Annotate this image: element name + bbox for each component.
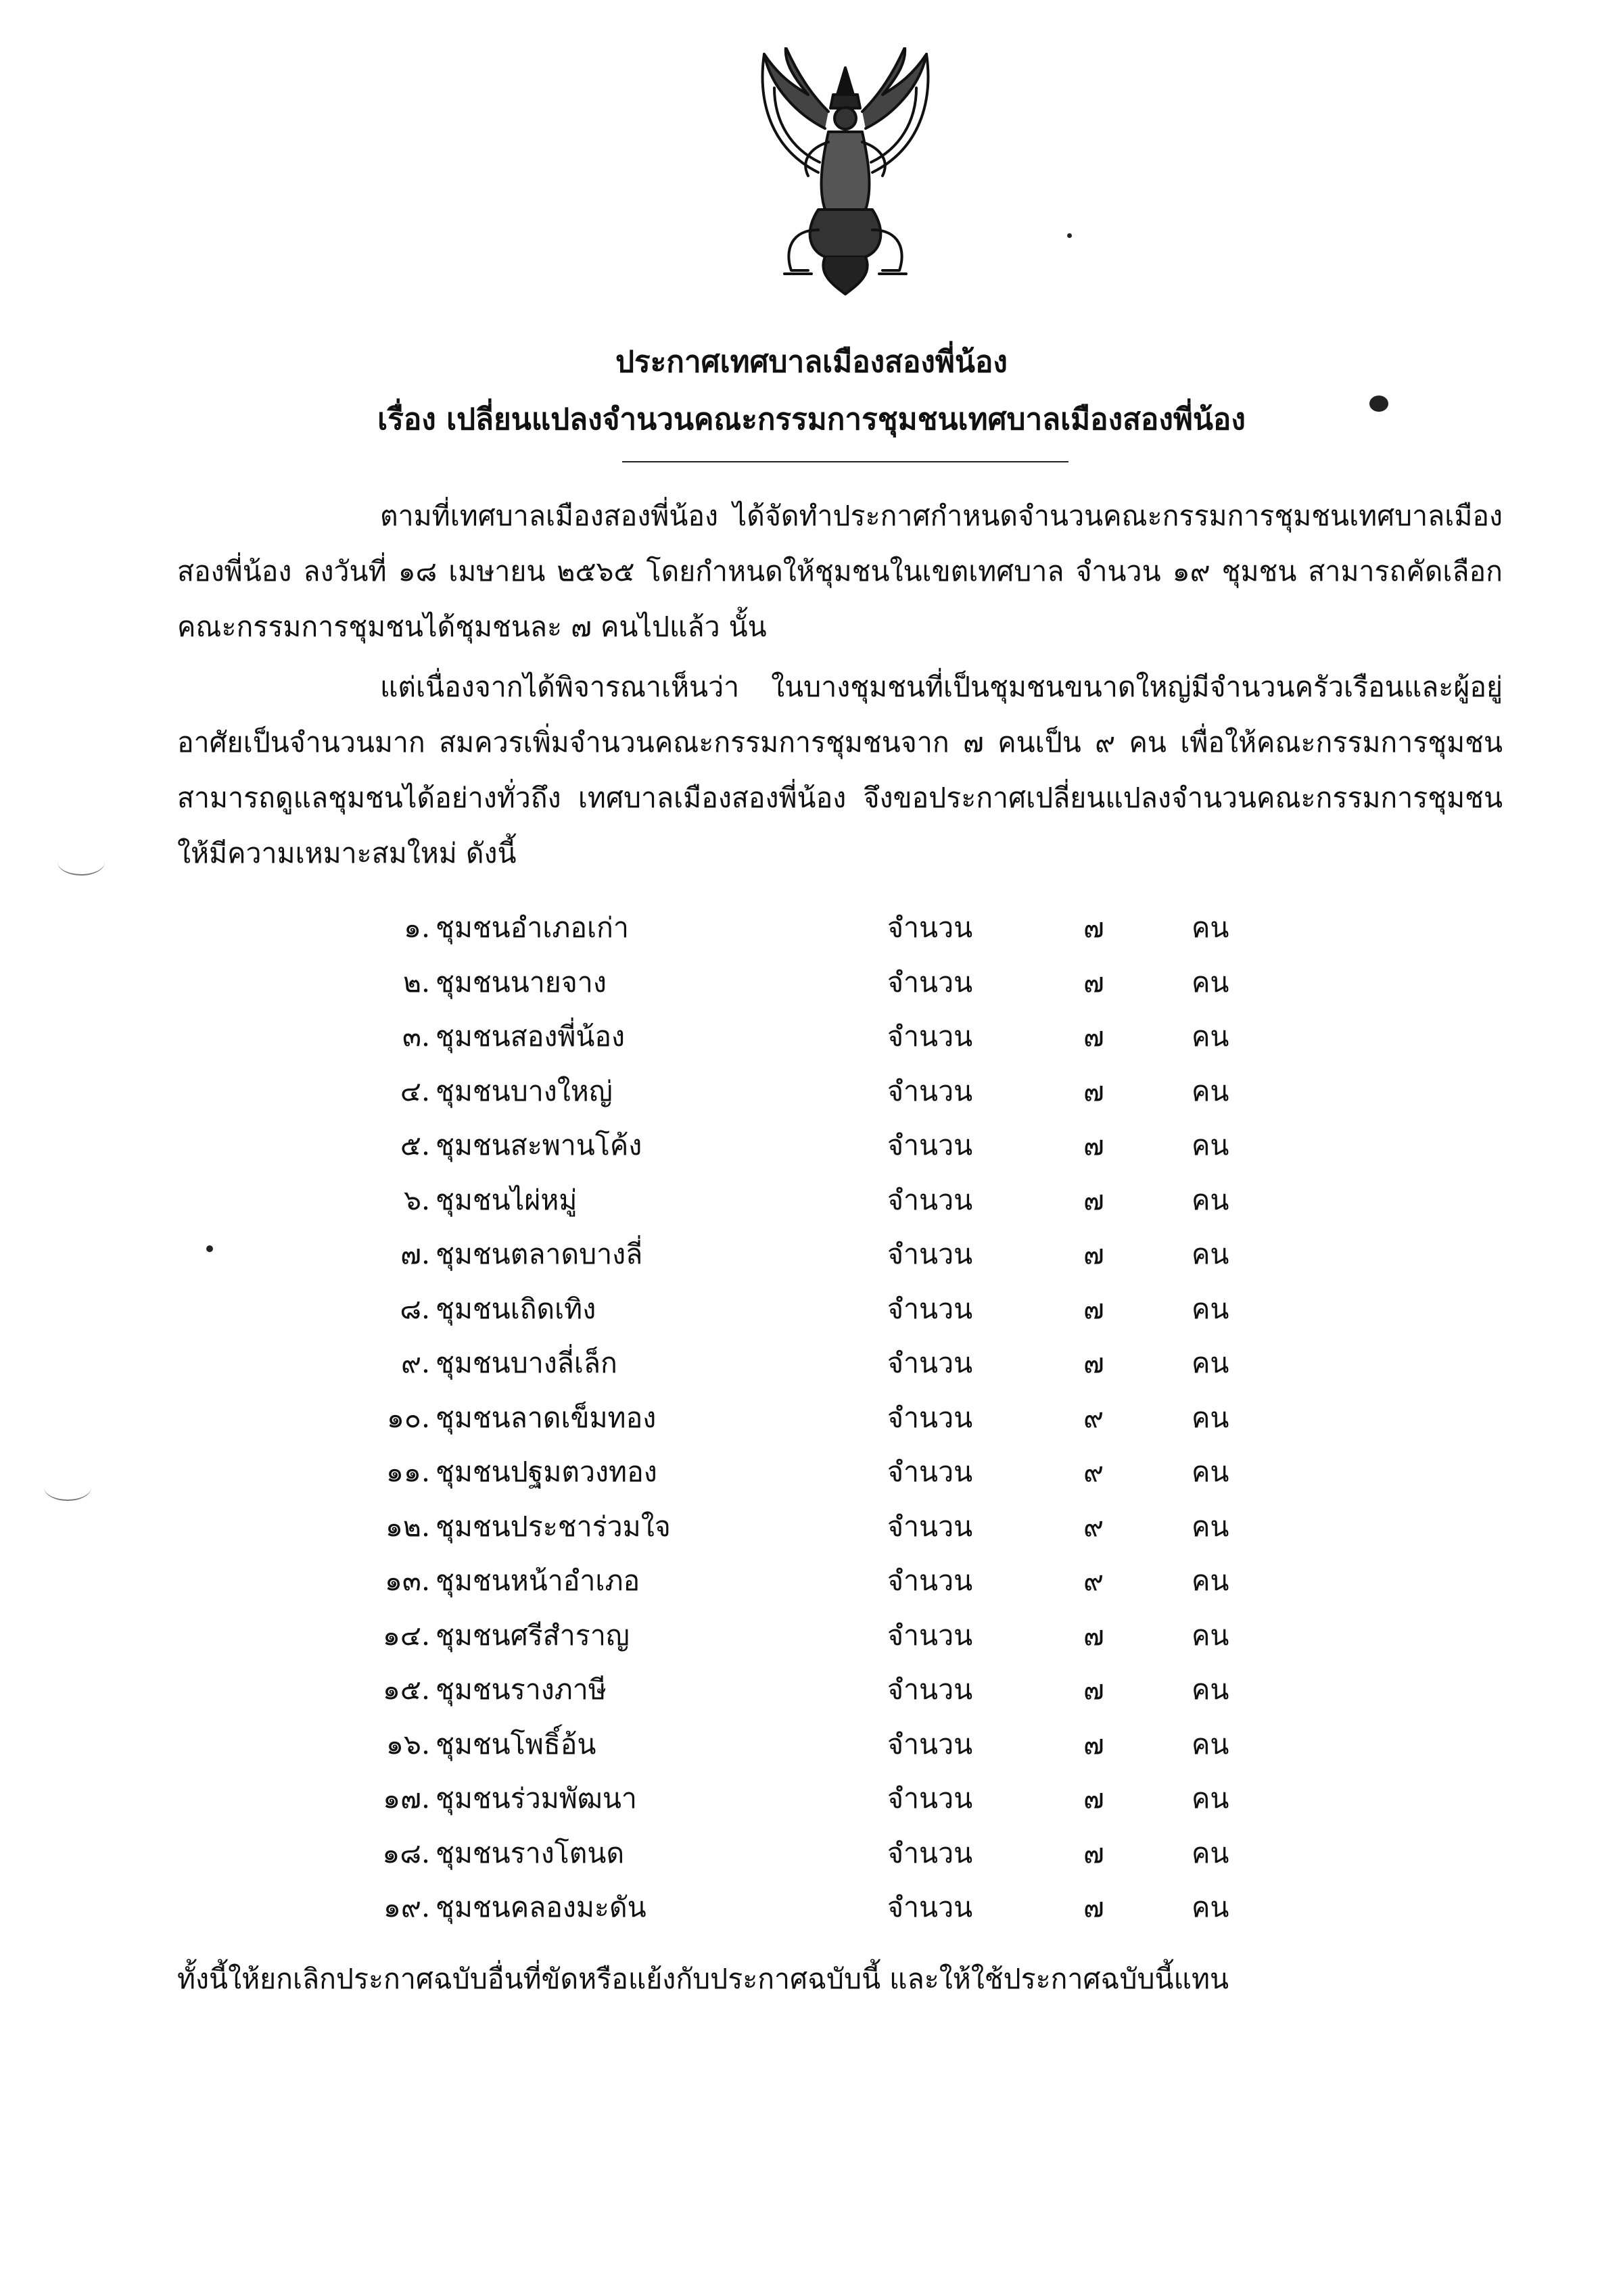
community-name: ชุมชนศรีสำราญ [436,1619,630,1652]
community-name: ชุมชนบางลี่เล็ก [436,1347,617,1379]
count-label: จำนวน [887,1292,973,1325]
title-divider [622,461,1068,462]
count-label: จำนวน [887,1129,973,1162]
member-count: ๗ [1083,1020,1104,1053]
count-unit: คน [1192,1673,1229,1706]
count-label: จำนวน [887,1673,973,1706]
community-name: ชุมชนอำเภอเก่า [436,911,629,944]
member-count: ๗ [1083,1782,1104,1815]
item-number: ๑๗. [383,1782,430,1815]
item-number: ๒. [402,965,430,999]
scan-speck [206,1245,213,1252]
garuda-emblem-icon [744,47,947,297]
item-number: ๑๒. [385,1510,430,1543]
item-number: ๑๔. [382,1619,430,1652]
community-name: ชุมชนประชาร่วมใจ [436,1510,671,1543]
count-unit: คน [1192,1836,1229,1869]
list-item [0,1450,1623,1505]
community-name: ชุมชนบางใหญ่ [436,1074,613,1107]
scan-arc-mark [57,848,105,876]
member-count: ๗ [1083,965,1104,999]
count-unit: คน [1192,1020,1229,1053]
list-item [0,1124,1623,1178]
list-item [0,1396,1623,1451]
member-count: ๗ [1083,1619,1104,1652]
member-count: ๗ [1083,911,1104,944]
announcement-subject: เรื่อง เปลี่ยนแปลงจำนวนคณะกรรมการชุมชนเทศบาลเมืองสองพี่น้อง [377,402,1246,437]
paragraph-reason: แต่เนื่องจากได้พิจารณาเห็นว่า ในบางชุมชนที่เป็นชุมชนขนาดใหญ่มีจำนวนครัวเรือนและผู้อยู่อาศัยเป็นจำนวนมาก สมควรเพิ่มจำนวนคณะกรรมการชุมชนจาก ๗ คนเป็น ๙ คน เพื่อให้คณะกรรมการชุมชนสามารถดูแลชุมชนได้อย่างทั่วถึง เทศบาลเมืองสองพี่น้อง จึงขอประกาศเปลี่ยนแปลงจำนวนคณะกรรมการชุมชนให้มีความเหมาะสมใหม่ ดังนี้ [177,671,1503,869]
community-name: ชุมชนไผ่หมู่ [436,1183,578,1216]
list-item [0,1233,1623,1287]
count-unit: คน [1192,1401,1229,1434]
item-number: ๑๑. [385,1456,430,1488]
count-label: จำนวน [887,1727,973,1761]
count-unit: คน [1192,1183,1229,1216]
scan-arc-mark [44,1474,91,1501]
member-count: ๗ [1083,1836,1104,1869]
item-number: ๑๙. [383,1891,430,1923]
list-item [0,1777,1623,1832]
item-number: ๑๖. [385,1727,430,1761]
count-unit: คน [1192,1347,1229,1379]
list-item [0,1614,1623,1669]
community-name: ชุมชนหน้าอำเภอ [436,1564,640,1597]
member-count: ๗ [1083,1238,1104,1270]
list-item [0,1559,1623,1614]
member-count: ๗ [1083,1727,1104,1761]
count-label: จำนวน [887,1456,973,1488]
count-label: จำนวน [887,1074,973,1107]
list-item [0,1723,1623,1777]
member-count: ๗ [1083,1129,1104,1162]
closing-statement: ทั้งนี้ให้ยกเลิกประกาศฉบับอื่นที่ขัดหรือแย้งกับประกาศฉบับนี้ และให้ใช้ประกาศฉบับนี้แทน [177,1963,1229,1995]
community-name: ชุมชนสะพานโค้ง [436,1129,642,1162]
community-name: ชุมชนร่วมพัฒนา [436,1782,637,1815]
count-unit: คน [1192,1564,1229,1597]
count-label: จำนวน [887,1020,973,1053]
list-item [0,906,1623,961]
list-item [0,1505,1623,1560]
member-count: ๗ [1083,1183,1104,1216]
member-count: ๗ [1083,1347,1104,1379]
community-name: ชุมชนนายจาง [436,965,607,999]
count-label: จำนวน [887,1238,973,1270]
count-unit: คน [1192,1782,1229,1815]
count-unit: คน [1192,1510,1229,1543]
count-label: จำนวน [887,1836,973,1869]
community-name: ชุมชนลาดเข็มทอง [436,1401,657,1434]
item-number: ๙. [400,1347,430,1379]
list-item [0,1015,1623,1070]
item-number: ๑๕. [382,1673,430,1706]
count-unit: คน [1192,1129,1229,1162]
item-number: ๗. [400,1238,430,1270]
community-name: ชุมชนตลาดบางลี่ [436,1238,643,1270]
item-number: ๓. [402,1020,430,1053]
count-label: จำนวน [887,1891,973,1923]
list-item [0,1070,1623,1124]
community-list [0,906,1623,1940]
count-label: จำนวน [887,1510,973,1543]
scan-speck [1369,396,1388,412]
member-count: ๗ [1083,1673,1104,1706]
count-unit: คน [1192,1456,1229,1488]
announcement-title: ประกาศเทศบาลเมืองสองพี่น้อง [615,345,1008,379]
count-label: จำนวน [887,1564,973,1597]
count-label: จำนวน [887,1183,973,1216]
count-label: จำนวน [887,1619,973,1652]
list-item [0,1668,1623,1723]
count-unit: คน [1192,911,1229,944]
scan-speck [1067,233,1072,238]
community-name: ชุมชนคลองมะดัน [436,1891,646,1923]
list-item [0,1832,1623,1886]
count-label: จำนวน [887,1347,973,1379]
member-count: ๙ [1083,1456,1104,1488]
count-unit: คน [1192,1074,1229,1107]
count-unit: คน [1192,1238,1229,1270]
list-item [0,1341,1623,1396]
count-unit: คน [1192,1891,1229,1923]
list-item [0,1287,1623,1342]
member-count: ๙ [1083,1564,1104,1597]
item-number: ๑๘. [382,1836,430,1869]
member-count: ๙ [1083,1401,1104,1434]
count-label: จำนวน [887,1401,973,1434]
list-item [0,1886,1623,1940]
community-name: ชุมชนรางโตนด [436,1836,625,1869]
community-name: ชุมชนปฐมตวงทอง [436,1456,657,1488]
member-count: ๗ [1083,1074,1104,1107]
item-number: ๑๐. [386,1401,430,1434]
list-item [0,961,1623,1015]
list-item [0,1178,1623,1233]
community-name: ชุมชนสองพี่น้อง [436,1020,626,1053]
item-number: ๕. [400,1129,430,1162]
member-count: ๗ [1083,1292,1104,1325]
count-label: จำนวน [887,911,973,944]
count-label: จำนวน [887,1782,973,1815]
item-number: ๖. [403,1183,430,1216]
count-unit: คน [1192,1619,1229,1652]
count-label: จำนวน [887,965,973,999]
item-number: ๑๓. [384,1564,430,1597]
item-number: ๑. [403,911,430,944]
item-number: ๘. [400,1292,430,1325]
member-count: ๙ [1083,1510,1104,1543]
item-number: ๔. [400,1074,430,1107]
community-name: ชุมชนรางภาษี [436,1673,607,1706]
paragraph-background: ตามที่เทศบาลเมืองสองพี่น้อง ได้จัดทำประกาศกำหนดจำนวนคณะกรรมการชุมชนเทศบาลเมืองสองพี่น้อง ลงวันที่ ๑๘ เมษายน ๒๕๖๕ โดยกำหนดให้ชุมชนในเขตเทศบาล จำนวน ๑๙ ชุมชน สามารถคัดเลือกคณะกรรมการชุมชนได้ชุมชนละ ๗ คนไปแล้ว นั้น [177,500,1503,643]
count-unit: คน [1192,1292,1229,1325]
member-count: ๗ [1083,1891,1104,1923]
community-name: ชุมชนเถิดเทิง [436,1292,596,1325]
count-unit: คน [1192,1727,1229,1761]
community-name: ชุมชนโพธิ์อ้น [436,1727,596,1761]
count-unit: คน [1192,965,1229,999]
